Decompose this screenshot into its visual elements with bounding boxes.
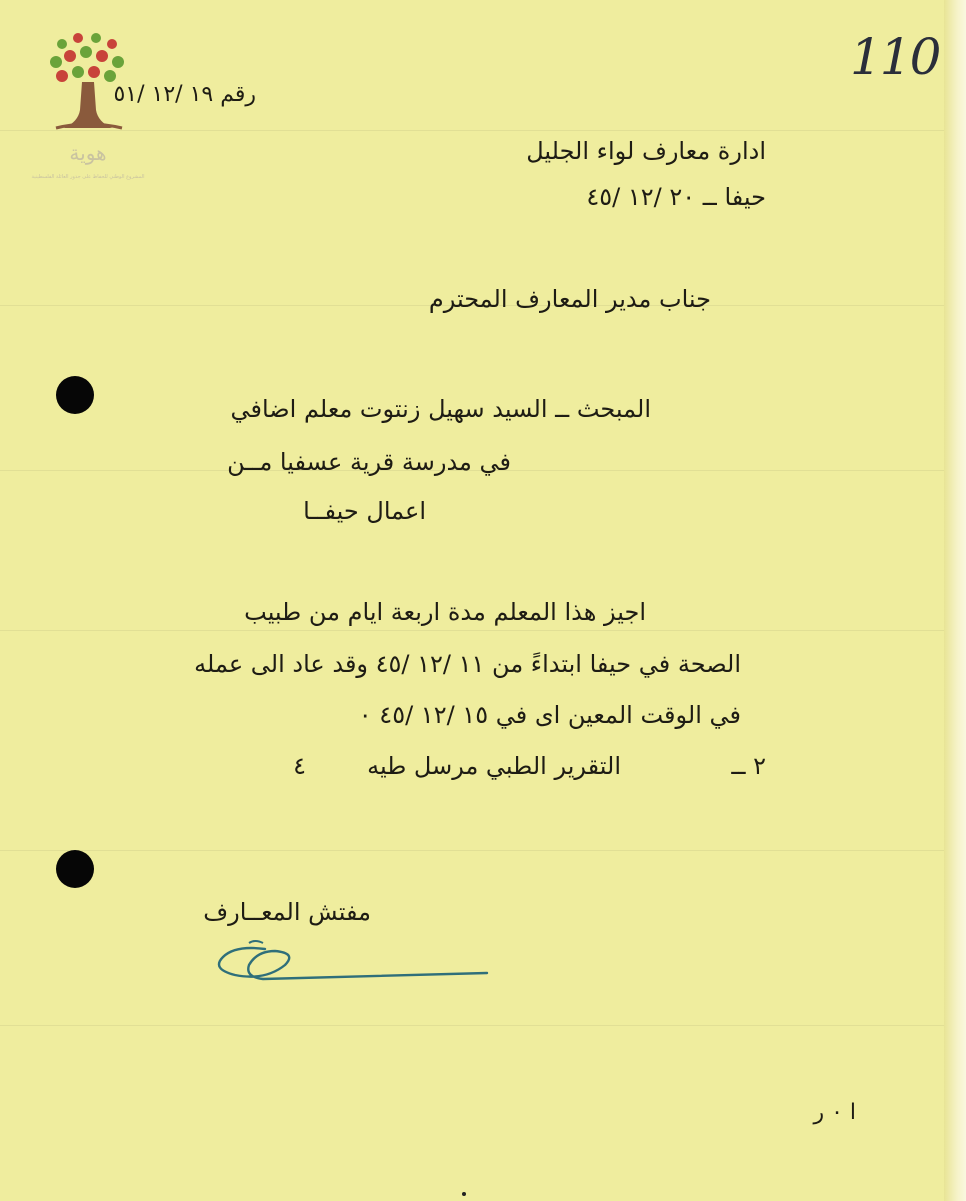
body-line: في الوقت المعين اى في ١٥ /١٢ /٤٥ ٠ bbox=[358, 701, 741, 729]
body-line: الصحة في حيفا ابتداءً من ١١ /١٢ /٤٥ وقد عاد الى عمله bbox=[194, 650, 741, 678]
logo-caption: هوية bbox=[69, 141, 107, 165]
ruled-line bbox=[0, 850, 966, 851]
paper-edge bbox=[944, 0, 966, 1201]
logo-subcaption: المشروع الوطني للحفاظ على جذور العائلة الفلسطينية bbox=[31, 174, 145, 180]
page-number: 110 bbox=[850, 28, 940, 86]
ruled-line bbox=[0, 630, 966, 631]
handwritten-signature bbox=[205, 935, 495, 995]
tree-logo-icon bbox=[31, 30, 145, 200]
punch-hole bbox=[56, 376, 94, 414]
sender-department: ادارة معارف لواء الجليل bbox=[526, 137, 766, 165]
subject-line: المبحث ــ السيد سهيل زنتوت معلم اضافي bbox=[230, 395, 651, 423]
heritage-logo bbox=[31, 30, 145, 200]
footer-code: ا ٠ ر bbox=[813, 1100, 856, 1125]
signatory-title: مفتش المعــارف bbox=[203, 898, 371, 926]
sender-place-date: حيفا ــ ٢٠ /١٢ /٤٥ bbox=[586, 183, 766, 211]
enclosure-label: التقرير الطبي مرسل طيه bbox=[367, 752, 621, 780]
ink-speck bbox=[462, 1192, 466, 1196]
ruled-line bbox=[0, 1025, 966, 1026]
enclosure-mark: ٤ bbox=[293, 752, 306, 780]
reference-number: رقم ١٩ /١٢ /٥١ bbox=[113, 82, 256, 107]
salutation: جناب مدير المعارف المحترم bbox=[428, 285, 711, 313]
ruled-line bbox=[0, 130, 966, 131]
punch-hole bbox=[56, 850, 94, 888]
enclosure-number: ٢ ــ bbox=[731, 752, 766, 780]
body-line: اجيز هذا المعلم مدة اربعة ايام من طبيب bbox=[244, 598, 646, 626]
subject-line: في مدرسة قرية عسفيا مــن bbox=[227, 448, 511, 476]
subject-line: اعمال حيفــا bbox=[303, 497, 426, 525]
